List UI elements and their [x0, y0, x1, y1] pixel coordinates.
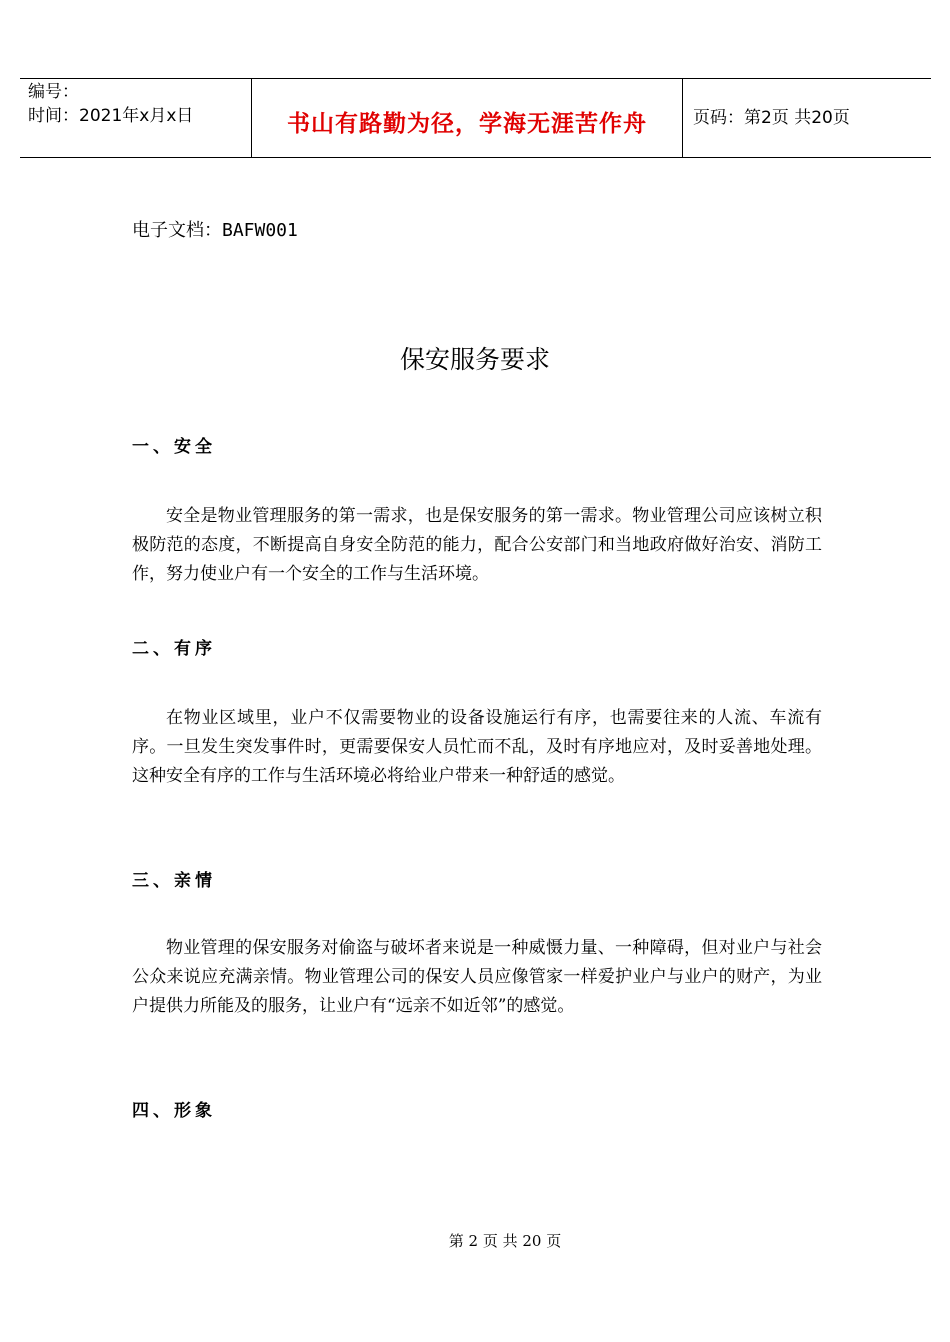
- section-body-safety: 安全是物业管理服务的第一需求，也是保安服务的第一需求。物业管理公司应该树立积极防范的态度，不断提高自身安全防范的能力，配合公安部门和当地政府做好治安、消防工作，努力使业户有一个安全的工作与生活环境。: [132, 506, 822, 584]
- section-heading-order: 二、有序: [132, 639, 216, 659]
- section-body-order: 在物业区域里，业户不仅需要物业的设备设施运行有序，也需要往来的人流、车流有序。一旦发生突发事件时，更需要保安人员忙而不乱，及时有序地应对，及时妥善地处理。这种安全有序的工作与生活环境必将给业户带来一种舒适的感觉。: [132, 708, 822, 786]
- section-body-affection: 物业管理的保安服务对偷盗与破坏者来说是一种威慑力量、一种障碍，但对业户与社会公众来说应充满亲情。物业管理公司的保安人员应像管家一样爱护业户与业户的财产，为业户提供力所能及的服务，让业户有“远亲不如近邻”的感觉。: [132, 938, 822, 1016]
- document-time-label: 时间：2021年x月x日: [28, 106, 194, 126]
- header-info-cell: [20, 79, 252, 157]
- header-motto-cell: [252, 79, 683, 157]
- header-page-code: 页码：第2页 共20页: [693, 108, 850, 128]
- document-number-label: 编号：: [28, 82, 79, 102]
- section-heading-image: 四、形象: [132, 1101, 216, 1121]
- section-heading-affection: 三、亲情: [132, 871, 216, 891]
- document-title: 保安服务要求: [399, 345, 550, 374]
- page-header: [20, 78, 931, 158]
- page-footer: 第 2 页 共 20 页: [448, 1232, 562, 1250]
- document-code: 电子文档：BAFW001: [132, 220, 298, 241]
- header-motto: 书山有路勤为径，学海无涯苦作舟: [287, 111, 647, 137]
- section-heading-safety: 一、安全: [132, 437, 216, 457]
- header-page-cell: [683, 79, 931, 157]
